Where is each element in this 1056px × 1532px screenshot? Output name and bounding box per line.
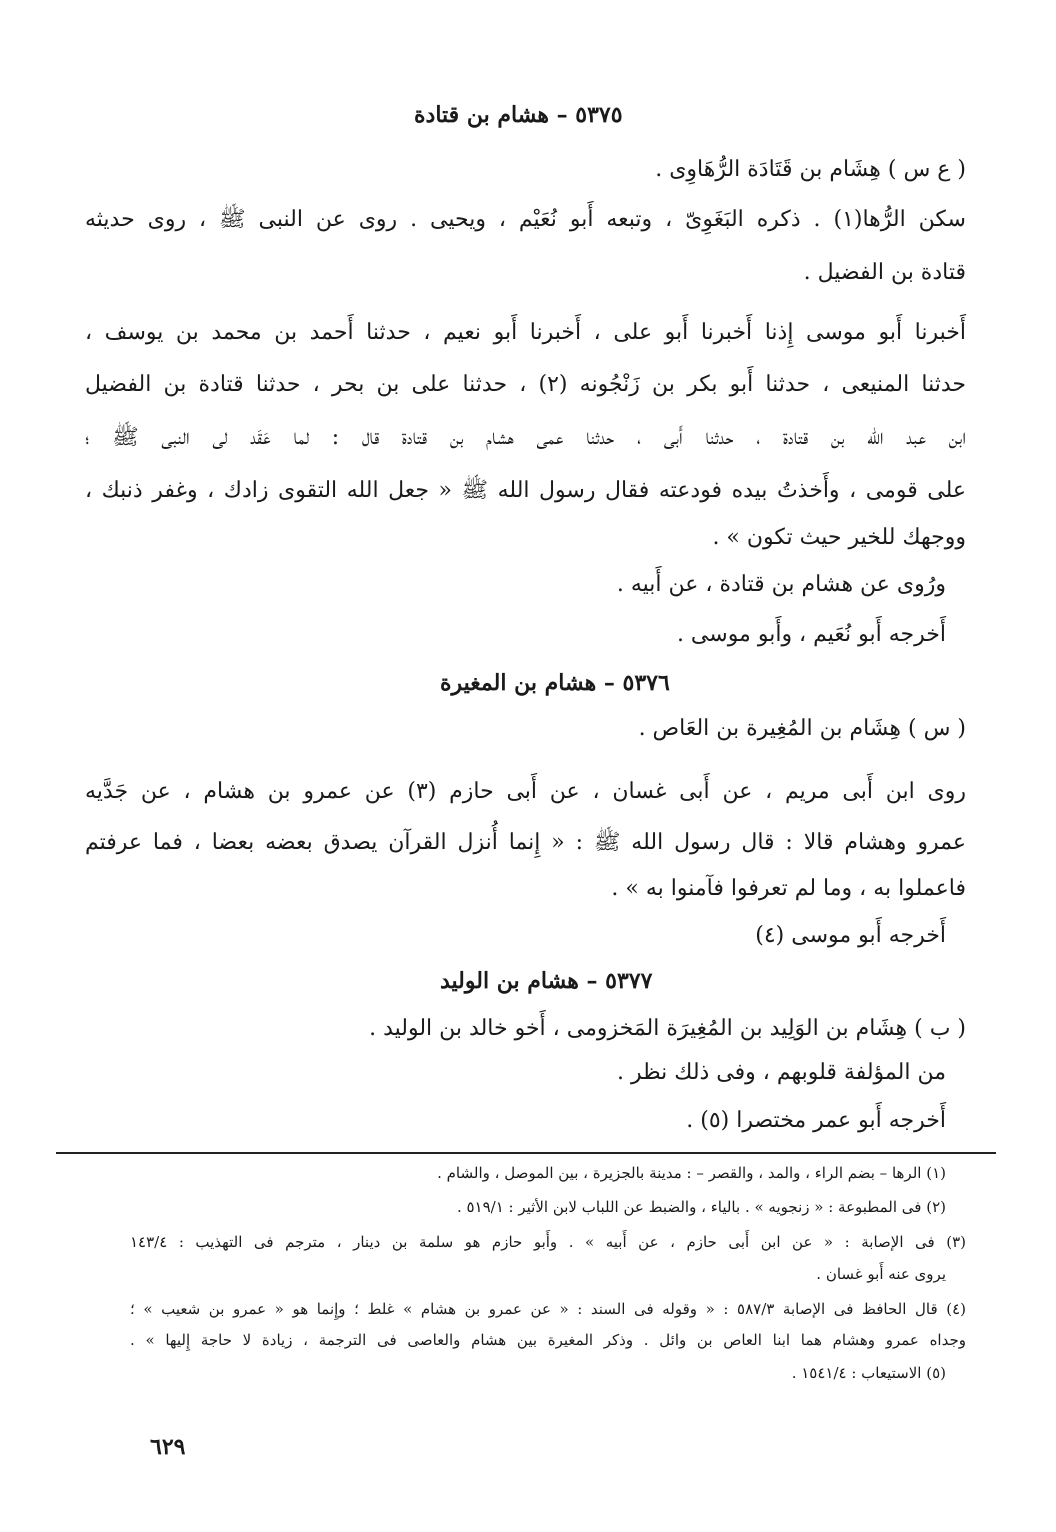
footnote: (١) الرها – بضم الراء ، والمد ، والقصر – : مدينة بالجزيرة ، بين الموصل ، والشام . <box>437 1164 946 1182</box>
page-number: ٦٢٩ <box>150 1434 186 1460</box>
footnote-continuation: وجداه عمرو وهشام هما ابنا العاص بن وائل . وذكر المغيرة بين هشام والعاصى فى الترجمة ، زيادة لا حاجة إِليها » . <box>130 1331 966 1349</box>
text-line: ابن عبد الله بن قتادة ، حدثنا أَبى ، حدثنا عمى هشام بن قتادة قال : لما عَقَد لى النبى ﷺ ؛ <box>85 425 966 450</box>
entry-heading: ٥٣٧٥ – هشام بن قتادة <box>414 102 623 128</box>
footnote-divider <box>56 1152 996 1154</box>
footnote: (٤) قال الحافظ فى الإصابة ٥٨٧/٣ : « وقوله فى السند : « عن عمرو بن هشام » غلط ؛ وإِنما هو « عمرو بن شعيب » ؛ <box>130 1300 967 1318</box>
entry-title-line: ( س ) هِشَام بن المُغِيرة بن العَاص . <box>638 716 966 741</box>
text-line: على قومى ، وأَخذتُ بيده فودعته فقال رسول الله ﷺ « جعل الله التقوى زادك ، وغفر ذنبك ، <box>85 478 966 503</box>
text-line: من المؤلفة قلوبهم ، وفى ذلك نظر . <box>616 1060 946 1085</box>
entry-heading: ٥٣٧٦ – هشام بن المغيرة <box>440 670 670 696</box>
footnote: (٥) الاستيعاب : ١٥٤١/٤ . <box>791 1364 946 1382</box>
text-line: سكن الرُّها(١) . ذكره البَغَوِىّ ، وتبعه أَبو نُعَيْم ، ويحيى . روى عن النبى ﷺ ، روى حديثه <box>85 207 966 232</box>
entry-title-line: ( ب ) هِشَام بن الوَلِيد بن المُغِيرَة المَخزومى ، أَخو خالد بن الوليد . <box>369 1016 966 1041</box>
text-line: أَخرجه أَبو عمر مختصرا (٥) . <box>686 1108 946 1133</box>
text-line: فاعملوا به ، وما لم تعرفوا فآمنوا به » . <box>611 876 966 901</box>
text-line: عمرو وهشام قالا : قال رسول الله ﷺ : « إِنما أُنزل القرآن يصدق بعضه بعضا ، فما عرفتم <box>85 830 966 855</box>
footnote: (٣) فى الإصابة : « عن ابن أَبى حازم ، عن أَبيه » . وأَبو حازم هو سلمة بن دينار ، مترجم فى التهذيب : ١٤٣/٤ <box>130 1233 966 1251</box>
footnote: (٢) فى المطبوعة : « زنجويه » . بالياء ، والضبط عن اللباب لابن الأثير : ٥١٩/١ . <box>456 1198 946 1216</box>
text-line: حدثنا المنيعى ، حدثنا أَبو بكر بن زَنْجُونه (٢) ، حدثنا على بن بحر ، حدثنا قتادة بن الفضيل <box>85 372 966 397</box>
text-line: أَخرجه أَبو موسى (٤) <box>755 923 946 948</box>
text-line: ووجهك للخير حيث تكون » . <box>712 525 966 550</box>
entry-heading: ٥٣٧٧ – هشام بن الوليد <box>440 968 653 994</box>
footnote-continuation: يروى عنه أَبو غسان . <box>816 1265 946 1283</box>
text-line: ورُوى عن هشام بن قتادة ، عن أَبيه . <box>616 572 946 597</box>
text-line: أَخرجه أَبو نُعَيم ، وأَبو موسى . <box>676 622 946 647</box>
text-line: قتادة بن الفضيل . <box>803 260 966 285</box>
text-line: روى ابن أَبى مريم ، عن أَبى غسان ، عن أَبى حازم (٣) عن عمرو بن هشام ، عن جَدَّيه <box>85 779 966 804</box>
entry-title-line: ( ع س ) هِشَام بن قَتَادَة الرُّهَاوِى . <box>655 157 966 182</box>
text-line: أَخبرنا أَبو موسى إِذنا أَخبرنا أَبو على ، أَخبرنا أَبو نعيم ، حدثنا أَحمد بن محمد بن يوسف ، <box>85 320 966 345</box>
